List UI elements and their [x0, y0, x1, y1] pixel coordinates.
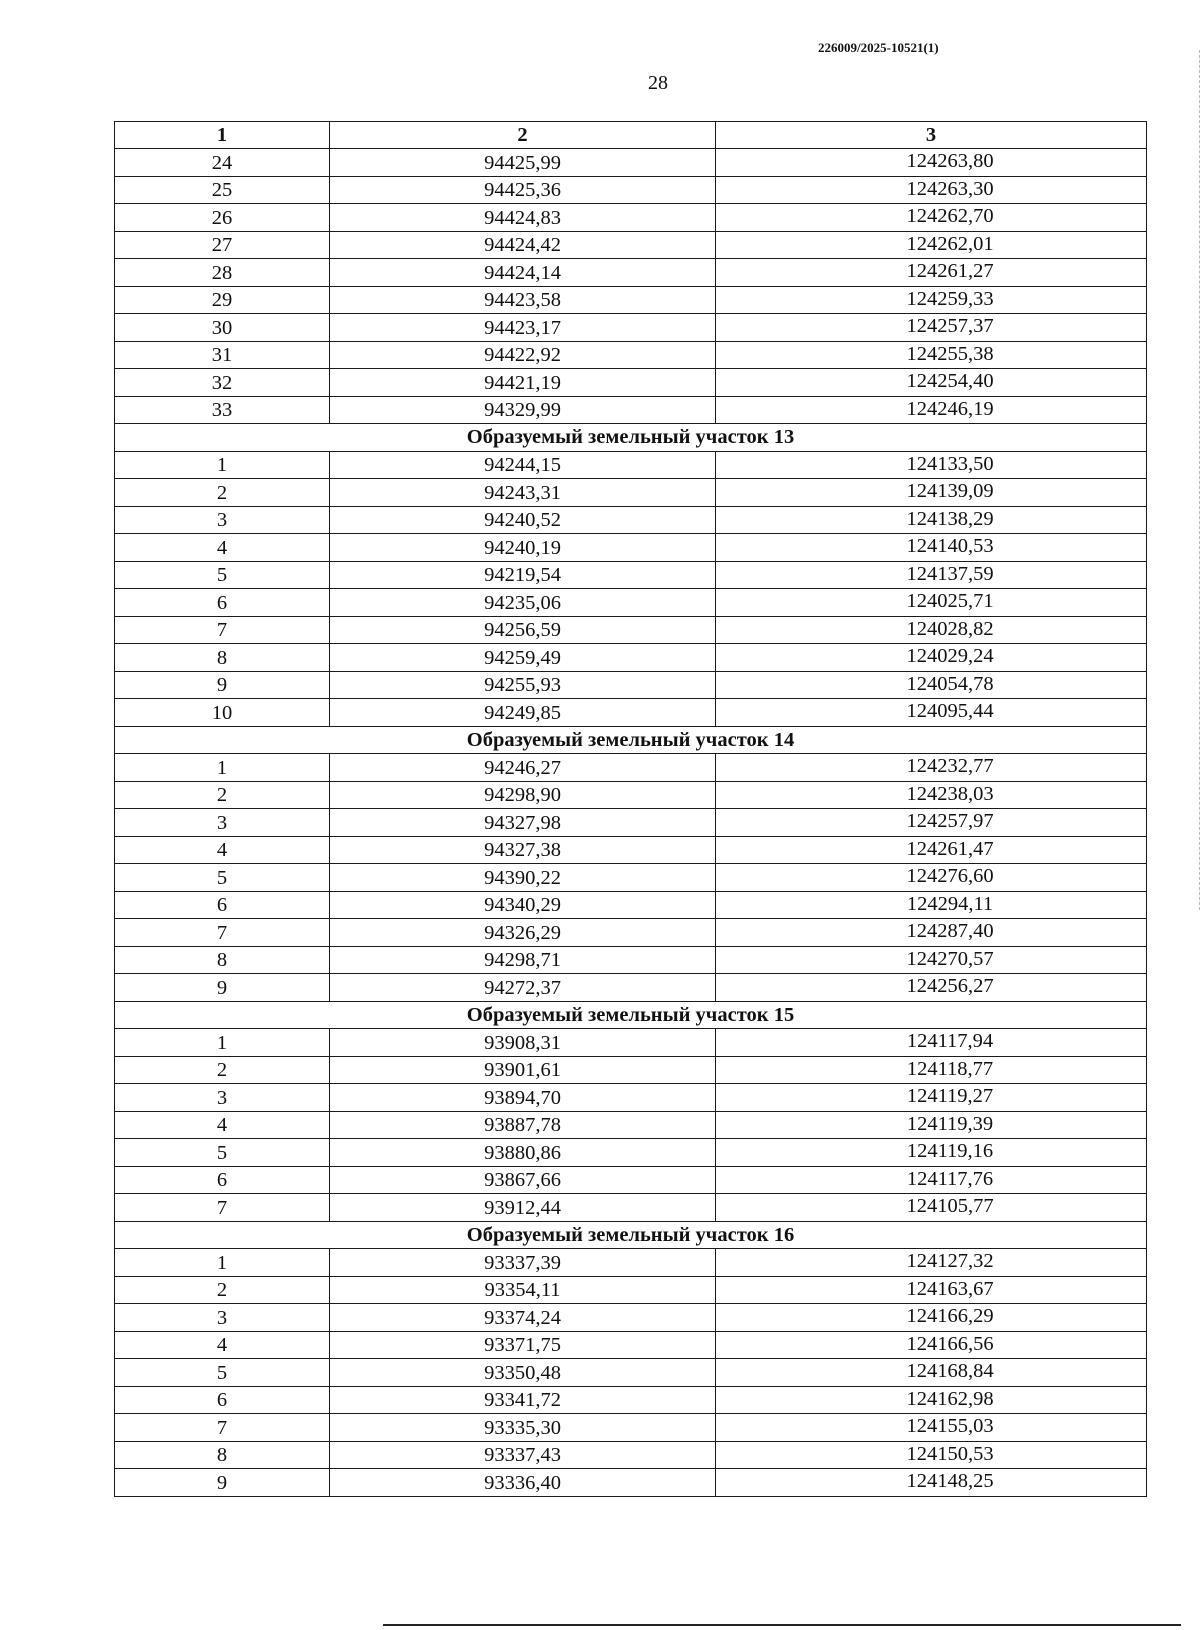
y-coordinate-cell: 124257,97: [716, 809, 1147, 837]
table-row: [115, 369, 1147, 397]
y-coordinate-cell: 124246,19: [716, 396, 1147, 424]
point-number-cell: 5: [115, 864, 330, 892]
point-number-cell: 7: [115, 919, 330, 947]
x-coordinate-cell: 94243,31: [330, 479, 716, 507]
point-number-cell: 1: [115, 1249, 330, 1277]
y-coordinate-cell: 124276,60: [716, 864, 1147, 892]
x-coordinate-cell: 93901,61: [330, 1056, 716, 1084]
x-coordinate-cell: 93867,66: [330, 1166, 716, 1194]
point-number-cell: 24: [115, 149, 330, 177]
y-coordinate-cell: 124155,03: [716, 1414, 1147, 1442]
x-coordinate-cell: 93374,24: [330, 1304, 716, 1332]
x-coordinate-cell: 94249,85: [330, 699, 716, 727]
point-number-cell: 31: [115, 341, 330, 369]
table-row: [115, 259, 1147, 287]
x-coordinate-cell: 94425,99: [330, 149, 716, 177]
y-coordinate-cell: 124270,57: [716, 946, 1147, 974]
point-number-cell: 9: [115, 671, 330, 699]
point-number-cell: 33: [115, 396, 330, 424]
column-header-1: 1: [115, 122, 330, 149]
y-coordinate-cell: 124138,29: [716, 506, 1147, 534]
x-coordinate-cell: 93341,72: [330, 1386, 716, 1414]
y-coordinate-cell: 124119,39: [716, 1111, 1147, 1139]
scan-edge-marks: [1196, 50, 1200, 910]
table-row: [115, 809, 1147, 837]
y-coordinate-cell: 124117,94: [716, 1029, 1147, 1057]
point-number-cell: 7: [115, 616, 330, 644]
x-coordinate-cell: 94340,29: [330, 891, 716, 919]
table-row: [115, 616, 1147, 644]
table-row: [115, 946, 1147, 974]
y-coordinate-cell: 124262,70: [716, 204, 1147, 232]
point-number-cell: 30: [115, 314, 330, 342]
x-coordinate-cell: 93887,78: [330, 1111, 716, 1139]
table-row: [115, 644, 1147, 672]
x-coordinate-cell: 93337,39: [330, 1249, 716, 1277]
point-number-cell: 28: [115, 259, 330, 287]
y-coordinate-cell: 124119,16: [716, 1139, 1147, 1167]
point-number-cell: 29: [115, 286, 330, 314]
point-number-cell: 3: [115, 506, 330, 534]
table-row: [115, 1469, 1147, 1497]
y-coordinate-cell: 124254,40: [716, 369, 1147, 397]
table-row: [115, 479, 1147, 507]
table-row: [115, 836, 1147, 864]
table-row: [115, 204, 1147, 232]
table-row: [115, 286, 1147, 314]
point-number-cell: 1: [115, 754, 330, 782]
x-coordinate-cell: 93371,75: [330, 1331, 716, 1359]
point-number-cell: 3: [115, 1084, 330, 1112]
y-coordinate-cell: 124105,77: [716, 1194, 1147, 1222]
point-number-cell: 4: [115, 534, 330, 562]
y-coordinate-cell: 124261,47: [716, 836, 1147, 864]
point-number-cell: 2: [115, 781, 330, 809]
table-row: [115, 1029, 1147, 1057]
table-row: [115, 1304, 1147, 1332]
y-coordinate-cell: 124119,27: [716, 1084, 1147, 1112]
y-coordinate-cell: 124025,71: [716, 589, 1147, 617]
y-coordinate-cell: 124166,56: [716, 1331, 1147, 1359]
table-header: [115, 122, 1147, 149]
table-row: [115, 314, 1147, 342]
y-coordinate-cell: 124163,67: [716, 1276, 1147, 1304]
x-coordinate-cell: 94327,38: [330, 836, 716, 864]
point-number-cell: 4: [115, 1331, 330, 1359]
table-row: [115, 754, 1147, 782]
x-coordinate-cell: 94424,14: [330, 259, 716, 287]
table-row: [115, 1139, 1147, 1167]
table-row: [115, 891, 1147, 919]
x-coordinate-cell: 94424,42: [330, 231, 716, 259]
x-coordinate-cell: 94421,19: [330, 369, 716, 397]
x-coordinate-cell: 94326,29: [330, 919, 716, 947]
point-number-cell: 3: [115, 809, 330, 837]
y-coordinate-cell: 124139,09: [716, 479, 1147, 507]
x-coordinate-cell: 94259,49: [330, 644, 716, 672]
x-coordinate-cell: 93335,30: [330, 1414, 716, 1442]
y-coordinate-cell: 124257,37: [716, 314, 1147, 342]
y-coordinate-cell: 124029,24: [716, 644, 1147, 672]
table-row: [115, 176, 1147, 204]
x-coordinate-cell: 94219,54: [330, 561, 716, 589]
point-number-cell: 1: [115, 451, 330, 479]
x-coordinate-cell: 94423,58: [330, 286, 716, 314]
table-row: [115, 1441, 1147, 1469]
point-number-cell: 6: [115, 589, 330, 617]
x-coordinate-cell: 93908,31: [330, 1029, 716, 1057]
point-number-cell: 6: [115, 891, 330, 919]
column-header-2: 2: [330, 122, 716, 149]
x-coordinate-cell: 94235,06: [330, 589, 716, 617]
table-body: [115, 149, 1147, 1497]
section-header-row: [115, 424, 1147, 452]
y-coordinate-cell: 124255,38: [716, 341, 1147, 369]
y-coordinate-cell: 124054,78: [716, 671, 1147, 699]
y-coordinate-cell: 124028,82: [716, 616, 1147, 644]
y-coordinate-cell: 124261,27: [716, 259, 1147, 287]
table-row: [115, 1111, 1147, 1139]
section-header-row: [115, 1221, 1147, 1249]
table-row: [115, 341, 1147, 369]
table-row: [115, 1331, 1147, 1359]
point-number-cell: 8: [115, 644, 330, 672]
table-row: [115, 1414, 1147, 1442]
table-row: [115, 1084, 1147, 1112]
table-row: [115, 1056, 1147, 1084]
x-coordinate-cell: 94272,37: [330, 974, 716, 1002]
table-row: [115, 561, 1147, 589]
x-coordinate-cell: 93354,11: [330, 1276, 716, 1304]
y-coordinate-cell: 124095,44: [716, 699, 1147, 727]
point-number-cell: 32: [115, 369, 330, 397]
y-coordinate-cell: 124148,25: [716, 1469, 1147, 1497]
x-coordinate-cell: 93336,40: [330, 1469, 716, 1497]
table-row: [115, 1276, 1147, 1304]
y-coordinate-cell: 124287,40: [716, 919, 1147, 947]
y-coordinate-cell: 124259,33: [716, 286, 1147, 314]
x-coordinate-cell: 94423,17: [330, 314, 716, 342]
x-coordinate-cell: 93337,43: [330, 1441, 716, 1469]
x-coordinate-cell: 94424,83: [330, 204, 716, 232]
section-title: Образуемый земельный участок 15: [115, 1001, 1147, 1029]
y-coordinate-cell: 124133,50: [716, 451, 1147, 479]
y-coordinate-cell: 124117,76: [716, 1166, 1147, 1194]
point-number-cell: 2: [115, 479, 330, 507]
section-title: Образуемый земельный участок 13: [115, 424, 1147, 452]
table-row: [115, 396, 1147, 424]
x-coordinate-cell: 94329,99: [330, 396, 716, 424]
point-number-cell: 7: [115, 1194, 330, 1222]
table-row: [115, 589, 1147, 617]
y-coordinate-cell: 124232,77: [716, 754, 1147, 782]
point-number-cell: 27: [115, 231, 330, 259]
x-coordinate-cell: 94390,22: [330, 864, 716, 892]
bottom-rule: [383, 1624, 1181, 1626]
table-row: [115, 506, 1147, 534]
table-row: [115, 534, 1147, 562]
x-coordinate-cell: 93350,48: [330, 1359, 716, 1387]
y-coordinate-cell: 124118,77: [716, 1056, 1147, 1084]
x-coordinate-cell: 94246,27: [330, 754, 716, 782]
point-number-cell: 9: [115, 1469, 330, 1497]
table-row: [115, 1166, 1147, 1194]
table-row: [115, 231, 1147, 259]
table-row: [115, 781, 1147, 809]
point-number-cell: 26: [115, 204, 330, 232]
section-title: Образуемый земельный участок 14: [115, 726, 1147, 754]
y-coordinate-cell: 124262,01: [716, 231, 1147, 259]
section-title: Образуемый земельный участок 16: [115, 1221, 1147, 1249]
document-id: 226009/2025-10521(1): [818, 40, 939, 55]
y-coordinate-cell: 124137,59: [716, 561, 1147, 589]
point-number-cell: 5: [115, 561, 330, 589]
table-row: [115, 149, 1147, 177]
page-number: 28: [648, 72, 668, 94]
table-row: [115, 974, 1147, 1002]
y-coordinate-cell: 124150,53: [716, 1441, 1147, 1469]
table-row: [115, 919, 1147, 947]
point-number-cell: 2: [115, 1276, 330, 1304]
point-number-cell: 2: [115, 1056, 330, 1084]
table-row: [115, 1194, 1147, 1222]
point-number-cell: 3: [115, 1304, 330, 1332]
y-coordinate-cell: 124168,84: [716, 1359, 1147, 1387]
column-header-3: 3: [716, 122, 1147, 149]
y-coordinate-cell: 124263,80: [716, 149, 1147, 177]
y-coordinate-cell: 124140,53: [716, 534, 1147, 562]
point-number-cell: 1: [115, 1029, 330, 1057]
x-coordinate-cell: 94422,92: [330, 341, 716, 369]
header-row: [115, 122, 1147, 149]
coordinates-table: [114, 121, 1147, 1497]
y-coordinate-cell: 124166,29: [716, 1304, 1147, 1332]
y-coordinate-cell: 124294,11: [716, 891, 1147, 919]
x-coordinate-cell: 94240,19: [330, 534, 716, 562]
section-header-row: [115, 726, 1147, 754]
point-number-cell: 5: [115, 1359, 330, 1387]
y-coordinate-cell: 124162,98: [716, 1386, 1147, 1414]
point-number-cell: 4: [115, 836, 330, 864]
x-coordinate-cell: 93894,70: [330, 1084, 716, 1112]
point-number-cell: 25: [115, 176, 330, 204]
point-number-cell: 5: [115, 1139, 330, 1167]
point-number-cell: 8: [115, 946, 330, 974]
table-row: [115, 1249, 1147, 1277]
point-number-cell: 4: [115, 1111, 330, 1139]
x-coordinate-cell: 94298,90: [330, 781, 716, 809]
table-row: [115, 451, 1147, 479]
x-coordinate-cell: 94425,36: [330, 176, 716, 204]
table-row: [115, 1386, 1147, 1414]
table-row: [115, 699, 1147, 727]
point-number-cell: 6: [115, 1386, 330, 1414]
y-coordinate-cell: 124238,03: [716, 781, 1147, 809]
point-number-cell: 7: [115, 1414, 330, 1442]
x-coordinate-cell: 94244,15: [330, 451, 716, 479]
x-coordinate-cell: 94240,52: [330, 506, 716, 534]
y-coordinate-cell: 124127,32: [716, 1249, 1147, 1277]
point-number-cell: 6: [115, 1166, 330, 1194]
x-coordinate-cell: 94327,98: [330, 809, 716, 837]
table-row: [115, 1359, 1147, 1387]
point-number-cell: 9: [115, 974, 330, 1002]
coordinates-table-container: [114, 121, 1146, 1497]
x-coordinate-cell: 93912,44: [330, 1194, 716, 1222]
x-coordinate-cell: 94256,59: [330, 616, 716, 644]
point-number-cell: 10: [115, 699, 330, 727]
table-row: [115, 864, 1147, 892]
x-coordinate-cell: 94255,93: [330, 671, 716, 699]
x-coordinate-cell: 94298,71: [330, 946, 716, 974]
y-coordinate-cell: 124256,27: [716, 974, 1147, 1002]
table-row: [115, 671, 1147, 699]
section-header-row: [115, 1001, 1147, 1029]
x-coordinate-cell: 93880,86: [330, 1139, 716, 1167]
point-number-cell: 8: [115, 1441, 330, 1469]
y-coordinate-cell: 124263,30: [716, 176, 1147, 204]
